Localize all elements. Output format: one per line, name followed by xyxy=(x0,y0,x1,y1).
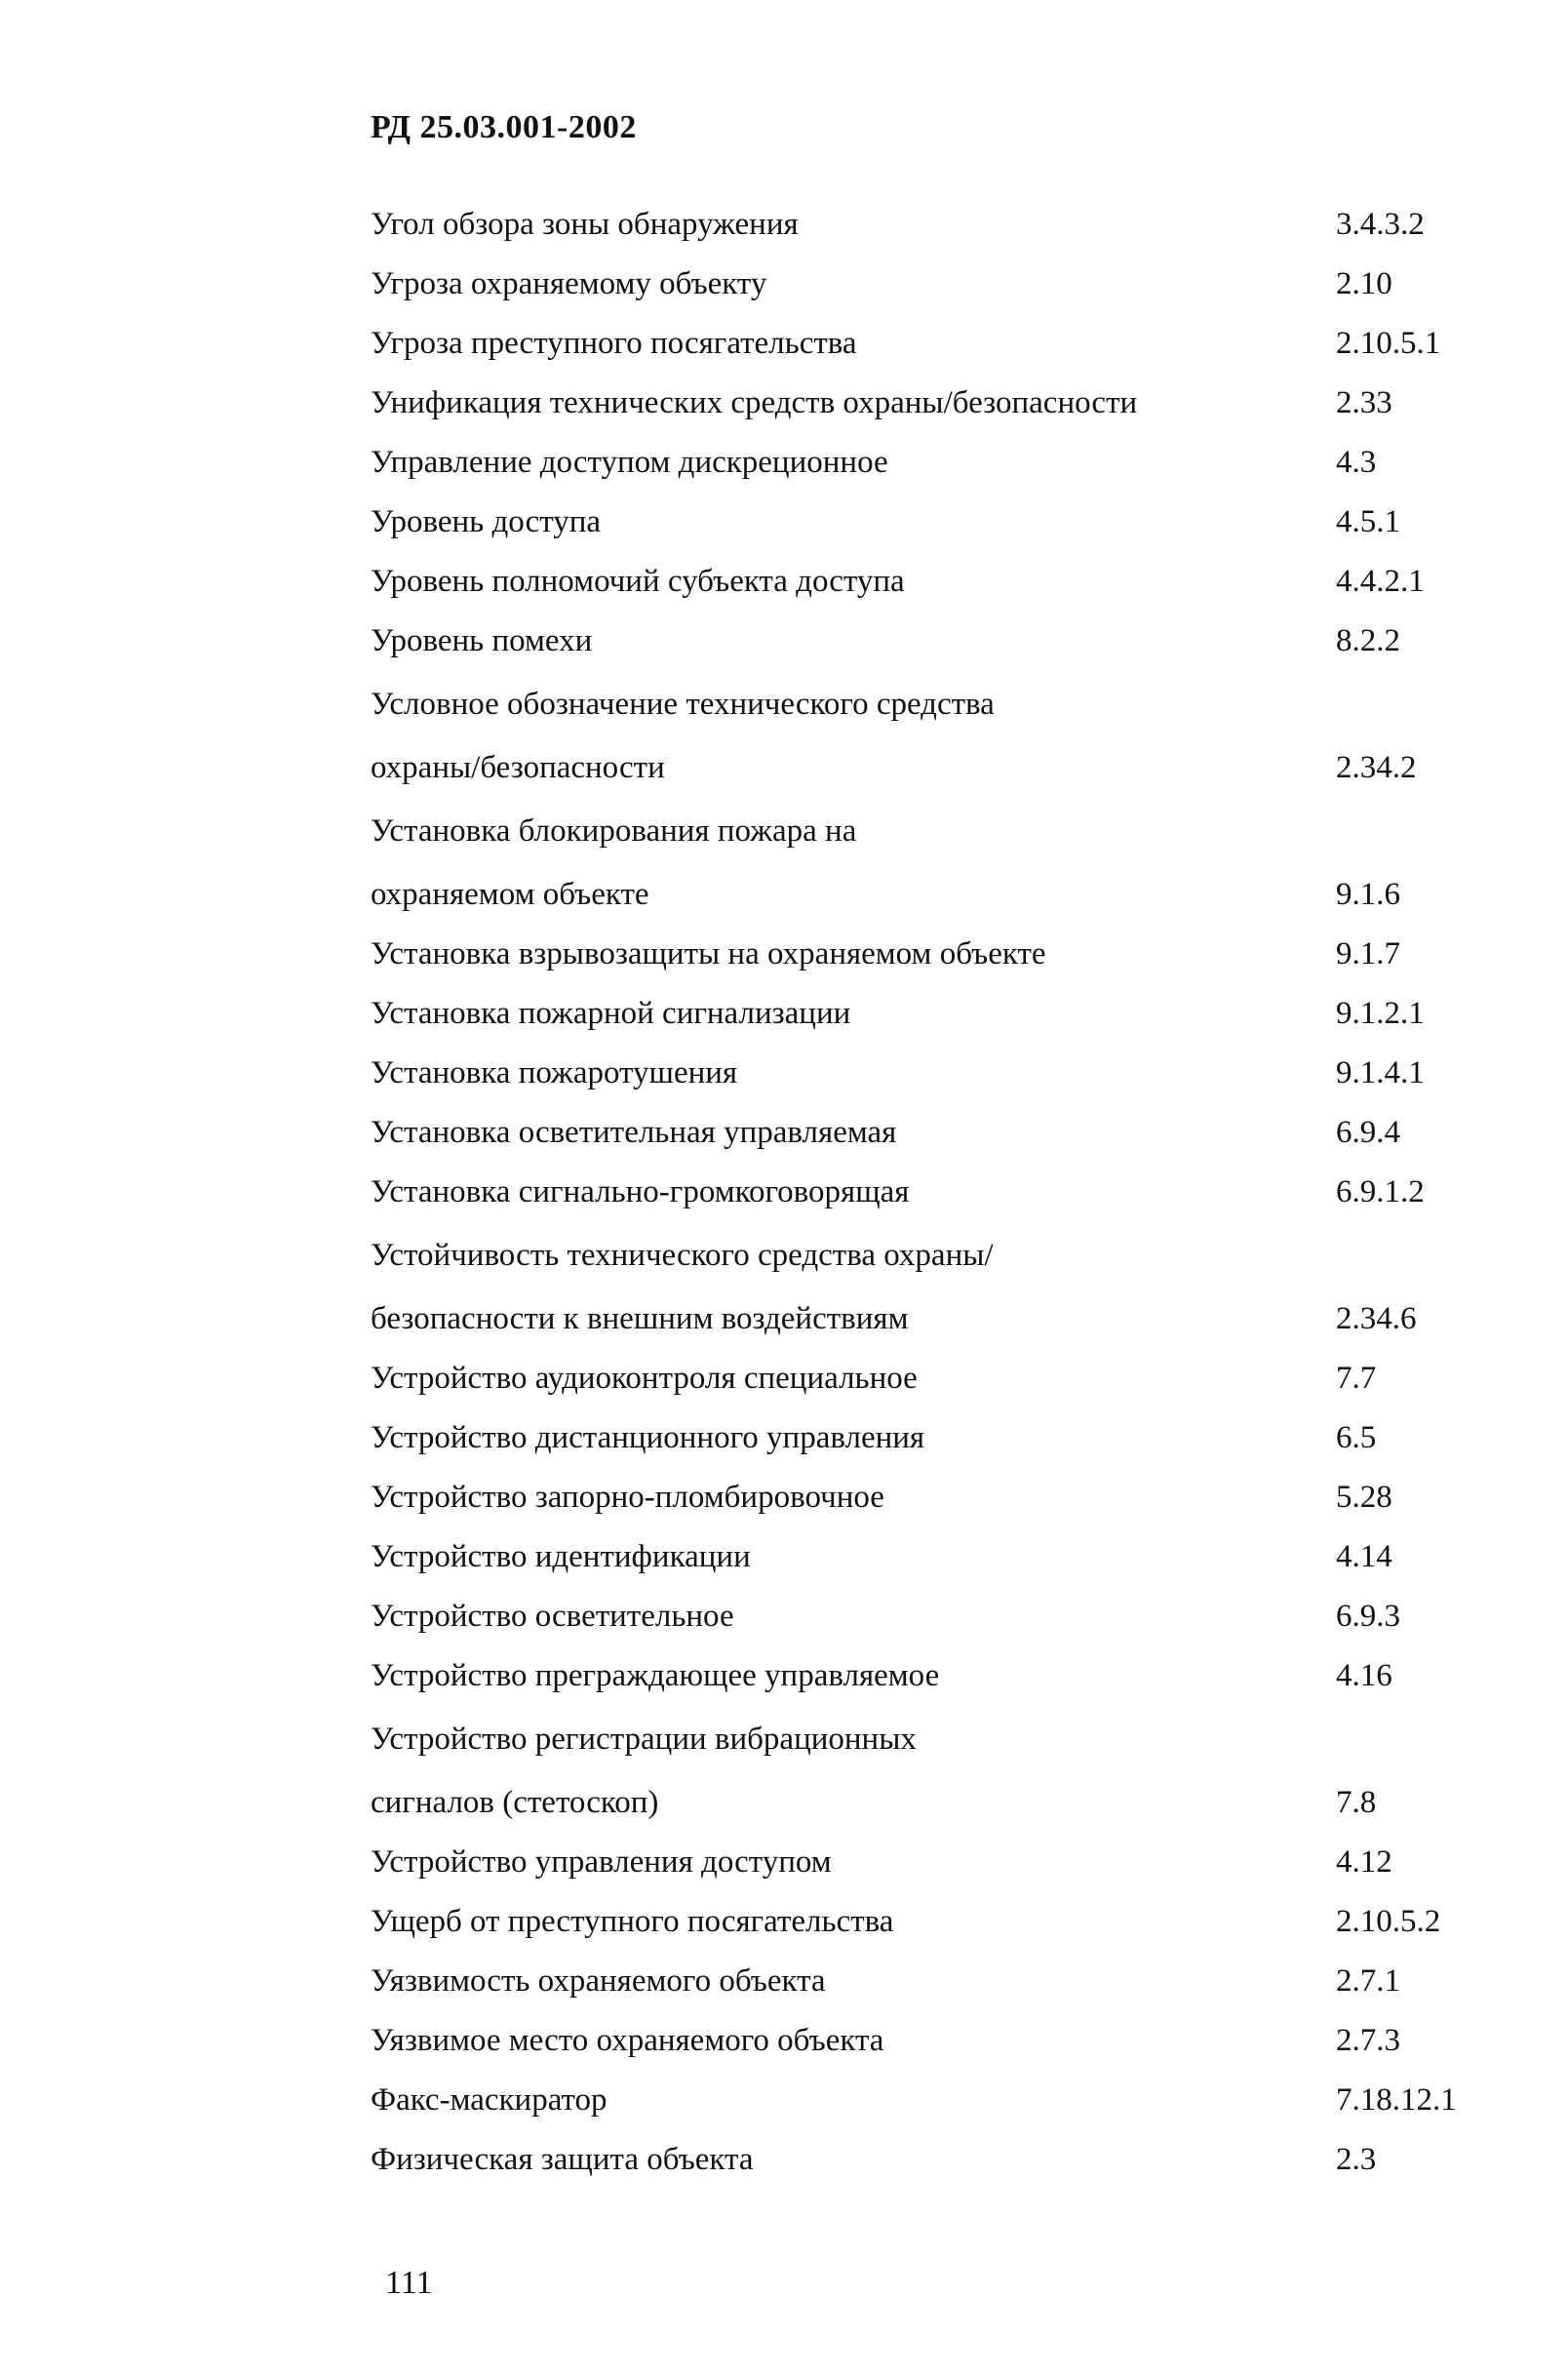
index-term xyxy=(371,612,1482,671)
index-term xyxy=(371,255,1482,314)
index-term xyxy=(371,2011,1482,2071)
index-term-line: Унификация технических средств охраны/безопасности xyxy=(371,385,1138,420)
index-entry xyxy=(371,1706,1482,1833)
index-term-line: Уровень полномочий субъекта доступа xyxy=(371,564,905,599)
index-term-line: Управление доступом дискреционное xyxy=(371,445,888,480)
index-entry xyxy=(371,255,1482,314)
index-section-ref: 7.7 xyxy=(1336,1361,1377,1396)
index-term xyxy=(371,1044,1482,1103)
index-entry xyxy=(371,314,1482,374)
index-term-line: Установка блокирования пожара на xyxy=(371,813,857,849)
index-section-ref: 2.10 xyxy=(1336,266,1392,301)
document-code-header: РД 25.03.001-2002 xyxy=(371,109,637,145)
index-term xyxy=(371,1952,1482,2011)
index-term-line: Физическая защита объекта xyxy=(371,2142,754,2177)
index-entry xyxy=(371,2071,1482,2130)
index-term-line: Установка осветительная управляемая xyxy=(371,1115,897,1150)
index-term-line: Устойчивость технического средства охраны/ xyxy=(371,1238,994,1273)
index-entry xyxy=(371,1222,1482,1349)
index-section-ref: 2.7.1 xyxy=(1336,1963,1400,1999)
index-term-line: Угроза охраняемому объекту xyxy=(371,266,767,301)
index-term-line: Устройство управления доступом xyxy=(371,1844,832,1880)
page-number: 111 xyxy=(385,2265,433,2301)
index-term-line: Угроза преступного посягательства xyxy=(371,326,857,361)
index-term-line: сигналов (стетоскоп) xyxy=(371,1785,659,1820)
index-entry xyxy=(371,1468,1482,1527)
index-term xyxy=(371,314,1482,374)
index-term-line: Угол обзора зоны обнаружения xyxy=(371,207,799,242)
index-entry xyxy=(371,493,1482,552)
index-entry xyxy=(371,1163,1482,1222)
index-section-ref: 2.7.3 xyxy=(1336,2023,1400,2058)
index-section-ref: 9.1.4.1 xyxy=(1336,1055,1425,1090)
index-term-line: Ущерб от преступного посягательства xyxy=(371,1904,894,1939)
index-entry xyxy=(371,925,1482,984)
index-term-line: охраняемом объекте xyxy=(371,877,649,912)
index-term xyxy=(371,552,1482,612)
index-section-ref: 6.5 xyxy=(1336,1420,1377,1455)
index-term xyxy=(371,984,1482,1044)
index-entry xyxy=(371,1952,1482,2011)
index-section-ref: 4.3 xyxy=(1336,445,1377,480)
index-section-ref: 4.5.1 xyxy=(1336,504,1400,539)
index-term-line: Установка сигнально-громкоговорящая xyxy=(371,1174,910,1209)
index-entry xyxy=(371,1044,1482,1103)
index-term xyxy=(371,493,1482,552)
index-term xyxy=(371,195,1482,255)
index-term-line: охраны/безопасности xyxy=(371,750,665,785)
index-term xyxy=(371,1892,1482,1952)
index-term-line: Устройство дистанционного управления xyxy=(371,1420,925,1455)
index-section-ref: 6.9.1.2 xyxy=(1336,1174,1425,1209)
index-term-line: Устройство осветительное xyxy=(371,1599,734,1634)
index-term xyxy=(371,1587,1482,1646)
index-section-ref: 4.16 xyxy=(1336,1658,1392,1693)
index-term xyxy=(371,671,1482,798)
index-term-line: Условное обозначение технического средства xyxy=(371,687,995,722)
index-section-ref: 8.2.2 xyxy=(1336,623,1400,658)
index-term-line: Устройство запорно-пломбировочное xyxy=(371,1480,884,1515)
index-term xyxy=(371,1349,1482,1408)
index-section-ref: 9.1.6 xyxy=(1336,877,1400,912)
index-term-line: Уязвимость охраняемого объекта xyxy=(371,1963,826,1999)
index-term xyxy=(371,1408,1482,1468)
index-section-ref: 9.1.7 xyxy=(1336,936,1400,971)
index-term-line: Установка взрывозащиты на охраняемом объекте xyxy=(371,936,1046,971)
index-section-ref: 3.4.3.2 xyxy=(1336,207,1425,242)
index-entry xyxy=(371,552,1482,612)
index-term xyxy=(371,1706,1482,1833)
index-entry xyxy=(371,433,1482,493)
index-term-line: Уровень помехи xyxy=(371,623,593,658)
index-section-ref: 2.3 xyxy=(1336,2142,1377,2177)
index-term xyxy=(371,1646,1482,1706)
index-entry xyxy=(371,1349,1482,1408)
index-term-line: Уровень доступа xyxy=(371,504,602,539)
index-entry xyxy=(371,671,1482,798)
index-entry xyxy=(371,1408,1482,1468)
index-term xyxy=(371,433,1482,493)
index-entry xyxy=(371,798,1482,925)
index-section-ref: 6.9.4 xyxy=(1336,1115,1400,1150)
index-entry xyxy=(371,1103,1482,1163)
index-term xyxy=(371,925,1482,984)
index-section-ref: 2.10.5.1 xyxy=(1336,326,1441,361)
index-entry xyxy=(371,612,1482,671)
index-term xyxy=(371,1103,1482,1163)
term-index-list xyxy=(371,195,1482,2190)
index-entry xyxy=(371,374,1482,433)
index-term-line: Устройство идентификации xyxy=(371,1539,751,1574)
index-section-ref: 6.9.3 xyxy=(1336,1599,1400,1634)
index-term-line: Уязвимое место охраняемого объекта xyxy=(371,2023,884,2058)
index-term-line: Устройство регистрации вибрационных xyxy=(371,1722,917,1757)
index-entry xyxy=(371,1892,1482,1952)
index-term xyxy=(371,374,1482,433)
index-term xyxy=(371,1222,1482,1349)
index-entry xyxy=(371,1646,1482,1706)
index-term xyxy=(371,1527,1482,1587)
index-section-ref: 4.14 xyxy=(1336,1539,1392,1574)
index-term-line: Установка пожаротушения xyxy=(371,1055,738,1090)
index-term xyxy=(371,1163,1482,1222)
index-section-ref: 4.4.2.1 xyxy=(1336,564,1425,599)
index-term-line: Установка пожарной сигнализации xyxy=(371,996,851,1031)
index-section-ref: 4.12 xyxy=(1336,1844,1392,1880)
index-term xyxy=(371,1833,1482,1892)
index-term xyxy=(371,2071,1482,2130)
index-section-ref: 9.1.2.1 xyxy=(1336,996,1425,1031)
index-entry xyxy=(371,1587,1482,1646)
index-term-line: Факс-маскиратор xyxy=(371,2082,608,2118)
index-entry xyxy=(371,1527,1482,1587)
index-section-ref: 5.28 xyxy=(1336,1480,1392,1515)
index-term xyxy=(371,2130,1482,2190)
index-entry xyxy=(371,195,1482,255)
index-term xyxy=(371,1468,1482,1527)
index-term-line: Устройство преграждающее управляемое xyxy=(371,1658,940,1693)
index-term-line: Устройство аудиоконтроля специальное xyxy=(371,1361,918,1396)
index-term-line: безопасности к внешним воздействиям xyxy=(371,1301,909,1336)
index-entry xyxy=(371,2011,1482,2071)
index-section-ref: 2.34.6 xyxy=(1336,1301,1417,1336)
index-section-ref: 2.10.5.2 xyxy=(1336,1904,1441,1939)
index-entry xyxy=(371,2130,1482,2190)
index-section-ref: 2.34.2 xyxy=(1336,750,1417,785)
index-section-ref: 2.33 xyxy=(1336,385,1392,420)
index-section-ref: 7.8 xyxy=(1336,1785,1377,1820)
index-entry xyxy=(371,984,1482,1044)
index-section-ref: 7.18.12.1 xyxy=(1336,2082,1457,2118)
index-entry xyxy=(371,1833,1482,1892)
index-term xyxy=(371,798,1482,925)
